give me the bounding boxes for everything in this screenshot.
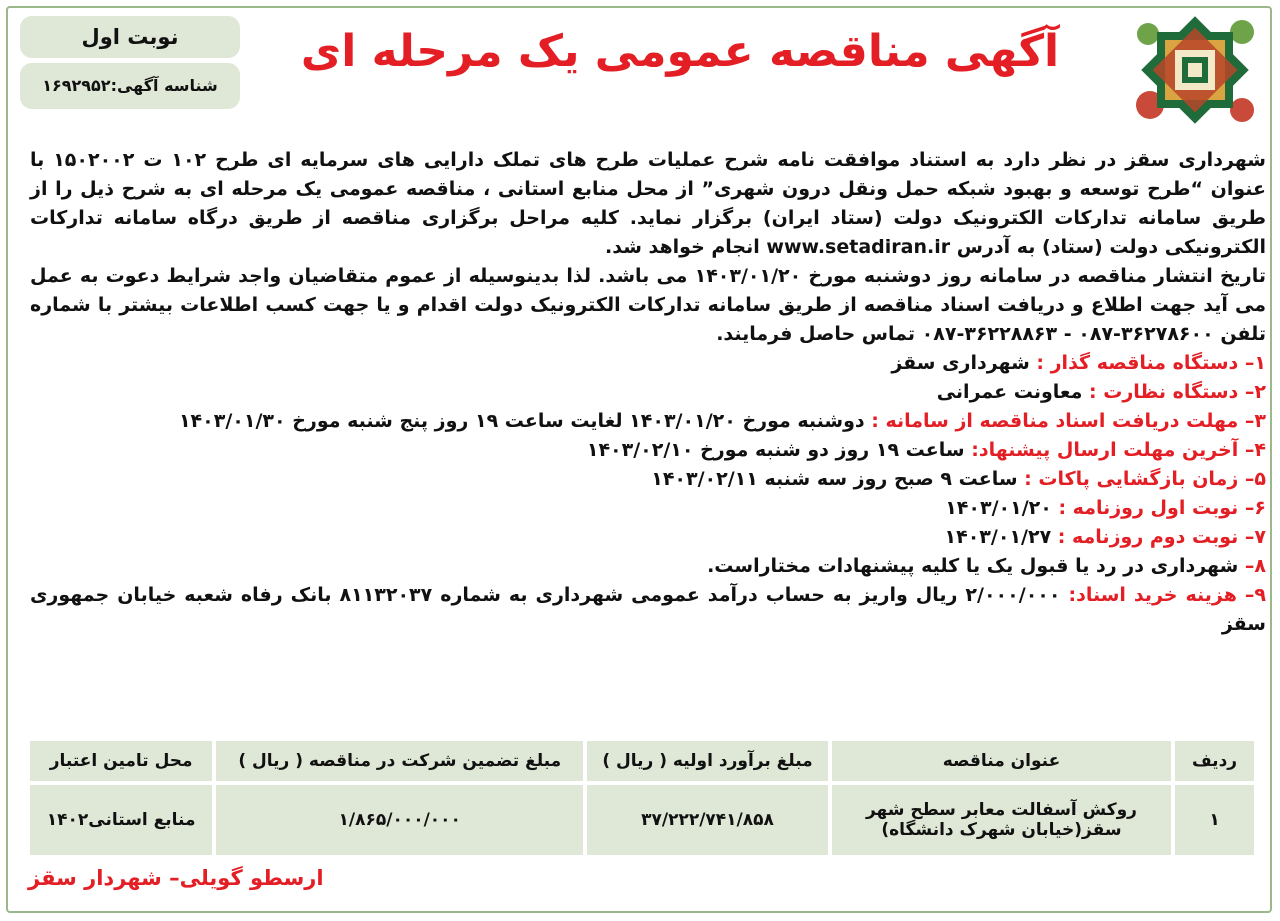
municipality-emblem-icon	[1130, 10, 1260, 130]
list-item	[30, 349, 1266, 378]
header-tender-title: عنوان مناقصه	[832, 741, 1171, 781]
item-label: نوبت دوم روزنامه :	[1057, 526, 1239, 548]
signature: ارسطو گویلی– شهردار سقز	[28, 866, 324, 890]
cell-tender-title: روکش آسفالت معابر سطح شهر سقز(خیابان شهرک دانشگاه)	[832, 785, 1171, 855]
list-item	[30, 581, 1266, 639]
item-value: دوشنبه مورخ ۱۴۰۳/۰۱/۲۰ لغایت ساعت ۱۹ روز پنج شنبه مورخ ۱۴۰۳/۰۱/۳۰	[178, 410, 865, 432]
item-label: زمان بازگشایی پاکات :	[1024, 468, 1239, 490]
notice-body	[30, 146, 1266, 639]
item-value: ساعت ۱۹ روز دو شنبه مورخ ۱۴۰۳/۰۲/۱۰	[586, 439, 965, 461]
cell-row-number: ۱	[1175, 785, 1254, 855]
item-value: شهرداری سقز	[891, 352, 1030, 374]
header-estimate: مبلغ برآورد اولیه ( ریال )	[587, 741, 828, 781]
list-item	[30, 552, 1266, 581]
turn-label: نوبت اول	[81, 25, 179, 49]
item-label: هزینه خرید اسناد:	[1068, 584, 1237, 606]
item-number: ۶–	[1244, 497, 1266, 519]
item-number: ۱–	[1244, 352, 1266, 374]
header-row-number: ردیف	[1175, 741, 1254, 781]
list-item	[30, 465, 1266, 494]
item-number: ۹–	[1244, 584, 1266, 606]
item-label: دستگاه مناقصه گذار :	[1036, 352, 1239, 374]
item-label: آخرین مهلت ارسال پیشنهاد:	[971, 439, 1239, 461]
item-value: معاونت عمرانی	[936, 381, 1083, 403]
item-number: ۵–	[1244, 468, 1266, 490]
header-guarantee: مبلغ تضمین شرکت در مناقصه ( ریال )	[216, 741, 583, 781]
cell-funding-source: منابع استانی۱۴۰۲	[30, 785, 212, 855]
notice-id: شناسه آگهی:۱۶۹۲۹۵۲	[42, 76, 218, 95]
header-funding-source: محل تامین اعتبار	[30, 741, 212, 781]
item-label: نوبت اول روزنامه :	[1058, 497, 1239, 519]
item-number: ۷–	[1244, 526, 1266, 548]
item-label: دستگاه نظارت :	[1089, 381, 1239, 403]
list-item	[30, 436, 1266, 465]
item-number: ۸–	[1244, 555, 1266, 577]
table-row	[30, 785, 1254, 855]
turn-badge	[20, 16, 240, 58]
item-value: ساعت ۹ صبح روز سه شنبه ۱۴۰۳/۰۲/۱۱	[651, 468, 1018, 490]
tender-table	[26, 737, 1258, 859]
item-value: ۱۴۰۳/۰۱/۲۷	[944, 526, 1052, 548]
item-value: شهرداری در رد یا قبول یک یا کلیه پیشنهادات مختاراست.	[707, 555, 1239, 577]
table-header-row	[30, 741, 1254, 781]
list-item	[30, 523, 1266, 552]
item-number: ۲–	[1244, 381, 1266, 403]
item-value: ۱۴۰۳/۰۱/۲۰	[945, 497, 1052, 519]
cell-estimate: ۳۷/۲۲۲/۷۴۱/۸۵۸	[587, 785, 828, 855]
page-title: آگهی مناقصه عمومی یک مرحله ای	[300, 26, 1060, 77]
list-item	[30, 494, 1266, 523]
conditions-list	[30, 349, 1266, 639]
list-item	[30, 407, 1266, 436]
item-number: ۴–	[1244, 439, 1266, 461]
item-number: ۳–	[1244, 410, 1266, 432]
item-label: مهلت دریافت اسناد مناقصه از سامانه :	[871, 410, 1239, 432]
intro-paragraph-1: شهرداری سقز در نظر دارد به استناد موافقت نامه شرح عملیات طرح های تملک دارایی های سرمایه ای طرح ۱۰۲ ت ۱۵۰۲۰۰۲ با عنوان “طرح توسعه و بهبود شبکه حمل ونقل درون شهری” از محل منابع استانی ، مناقصه عمومی یک مرحله ای به شرح ذیل را از طریق سامانه تدارکات الکترونیک دولت (ستاد ایران) برگزار نماید. کلیه مراحل برگزاری مناقصه از طریق درگاه سامانه تدارکات الکترونیکی دولت (ستاد) به آدرس www.setadiran.ir انجام خواهد شد.	[30, 149, 1266, 258]
item-value: ۲/۰۰۰/۰۰۰ ریال واریز به حساب درآمد عمومی شهرداری به شماره ۸۱۱۳۲۰۳۷ بانک رفاه شعبه خیابان جمهوری سقز	[30, 584, 1266, 635]
cell-guarantee: ۱/۸۶۵/۰۰۰/۰۰۰	[216, 785, 583, 855]
list-item	[30, 378, 1266, 407]
intro-paragraph-2: تاریخ انتشار مناقصه در سامانه روز دوشنبه مورخ ۱۴۰۳/۰۱/۲۰ می باشد. لذا بدینوسیله از عموم متقاضیان واجد شرایط دعوت به عمل می آید جهت اطلاع و دریافت اسناد مناقصه از طریق سامانه تدارکات الکترونیک دولت اقدام و یا جهت کسب اطلاعات بیشتر با شماره تلفن ۳۶۲۷۸۶۰۰-۰۸۷ - ۳۶۲۲۸۸۶۳-۰۸۷ تماس حاصل فرمایند.	[30, 265, 1266, 345]
notice-id-badge	[20, 63, 240, 109]
